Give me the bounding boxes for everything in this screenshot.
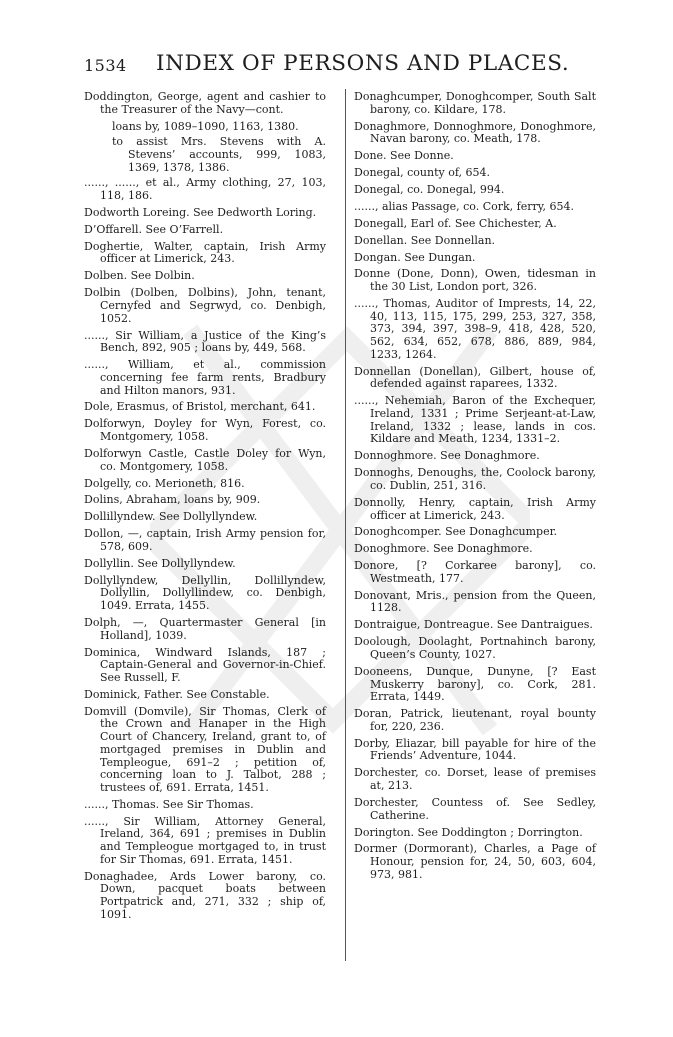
page-header: [84, 48, 584, 78]
index-entry: Done. See Donne.: [354, 149, 454, 163]
index-entry: ......, Thomas, Auditor of Imprests, 14, 22, 40, 113, 115, 175, 299, 253, 327, 358, 373, 394, 397, 398–9, 418, 428, 520, 562, 634, 652, 678, 886, 889, 984, 1233, 1264.: [354, 297, 596, 361]
index-entry: Dolforwyn, Doyley for Wyn, Forest, co. Montgomery, 1058.: [84, 417, 326, 444]
page-title: INDEX OF PERSONS AND PLACES.: [156, 51, 570, 76]
index-entry: Dolph, —, Quartermaster General [in Holland], 1039.: [84, 615, 326, 642]
index-entry: Dole, Erasmus, of Bristol, merchant, 641.: [84, 400, 316, 414]
index-entry: Donaghadee, Ards Lower barony, co. Down, pacquet boats between Portpatrick and, 271, 332 ; ship of, 1091.: [84, 869, 326, 921]
index-entry: Doolough, Doolaght, Portnahinch barony, Queen’s County, 1027.: [354, 635, 596, 661]
page-number: 1534: [84, 56, 127, 75]
index-entry: Domvill (Domvile), Sir Thomas, Clerk of the Crown and Hanaper in the High Court of Chancery, Ireland, grant to, of mortgaged premises in Dublin and Templeogue, 691–2 ; petition of, concerning loan to J. Talbot, 288 ; trustees of, 691. Errata, 1451.: [84, 704, 326, 794]
index-entry: Dodworth Loreing. See Dedworth Loring.: [84, 206, 317, 219]
index-entry: Donne (Done, Donn), Owen, tidesman in the 30 List, London port, 326.: [354, 267, 596, 294]
index-entry: Dollon, —, captain, Irish Army pension for, 578, 609.: [84, 527, 326, 553]
index-entry: Dorington. See Doddington ; Dorrington.: [354, 825, 583, 839]
index-entry: Dorchester, co. Dorset, lease of premises at, 213.: [354, 766, 596, 793]
index-entry: Donegal, county of, 654.: [354, 166, 491, 180]
index-entry: ......, Sir William, Attorney General, Ireland, 364, 691 ; premises in Dublin and Templeogue mortgaged to, in trust for Sir Thomas, 691. Errata, 1451.: [84, 814, 326, 866]
left-column: [84, 91, 326, 926]
index-entry: ......, Nehemiah, Baron of the Exchequer, Ireland, 1331 ; Prime Serjeant-at-Law, Ireland, 1332 ; lease, lands in cos. Kildare and Meath, 1234, 1331–2.: [354, 394, 596, 446]
index-entry: Dollyllin. See Dollyllyndew.: [84, 556, 236, 570]
index-entry: Donellan. See Donnellan.: [354, 233, 496, 247]
index-entry: Dolbin (Dolben, Dolbins), John, tenant, Cernyfed and Segrwyd, co. Denbigh, 1052.: [84, 286, 326, 325]
index-entry: D’Offarell. See O’Farrell.: [84, 222, 224, 236]
index-entry: Dollyllyndew, Dellyllin, Dollillyndew, Dollyllin, Dollyllindew, co. Denbigh, 1049. Errata, 1455.: [84, 573, 326, 613]
index-entry: Doghertie, Walter, captain, Irish Army officer at Limerick, 243.: [84, 239, 326, 266]
index-entry: Donegal, co. Donegal, 994.: [354, 182, 505, 196]
index-entry: Donoghcomper. See Donaghcumper.: [354, 525, 558, 539]
index-entry: ......, alias Passage, co. Cork, ferry, 654.: [354, 199, 574, 213]
index-entry: Dongan. See Dungan.: [354, 250, 476, 264]
index-entry: Dolforwyn Castle, Castle Doley for Wyn, co. Montgomery, 1058.: [84, 446, 326, 473]
index-entry: Donovant, Mris., pension from the Queen, 1128.: [354, 588, 596, 615]
index-entry: Dollillyndew. See Dollyllyndew.: [84, 510, 258, 524]
index-entry: Dontraigue, Dontreague. See Dantraigues.: [354, 618, 593, 632]
index-entry: Donaghmore, Donnoghmore, Donoghmore, Navan barony, co. Meath, 178.: [354, 119, 596, 146]
index-entry: ......, ......, et al., Army clothing, 27, 103, 118, 186.: [84, 176, 326, 203]
index-entry: Dooneens, Dunque, Dunyne, [? East Muskerry barony], co. Cork, 281. Errata, 1449.: [354, 664, 596, 704]
index-entry: ......, Sir William, a Justice of the King’s Bench, 892, 905 ; loans by, 449, 568.: [84, 328, 326, 355]
index-entry: Doran, Patrick, lieutenant, royal bounty for, 220, 236.: [354, 707, 596, 733]
right-column: [354, 91, 596, 886]
index-subentry: to assist Mrs. Stevens with A. Stevens’ accounts, 999, 1083, 1369, 1378, 1386.: [112, 135, 326, 174]
index-entry: Dolben. See Dolbin.: [84, 269, 195, 283]
index-entry: Donnolly, Henry, captain, Irish Army officer at Limerick, 243.: [354, 495, 596, 522]
index-subentry: loans by, 1089–1090, 1163, 1380.: [112, 119, 299, 133]
index-entry: Donaghcumper, Donoghcomper, South Salt barony, co. Kildare, 178.: [354, 90, 596, 116]
index-entry: Dormer (Dormorant), Charles, a Page of Honour, pension for, 24, 50, 603, 604, 973, 981.: [354, 842, 596, 881]
index-entry: Dolins, Abraham, loans by, 909.: [84, 493, 261, 507]
index-entry: Dominica, Windward Islands, 187 ; Captain-General and Governor-in-Chief. See Russell, F.: [84, 645, 326, 684]
index-entry: Donoghmore. See Donaghmore.: [354, 542, 533, 556]
index-entry: Donnoghmore. See Donaghmore.: [354, 449, 540, 463]
column-divider: [345, 89, 346, 961]
index-entry: Dolgelly, co. Merioneth, 816.: [84, 476, 245, 490]
index-entry: ......, Thomas. See Sir Thomas.: [84, 797, 254, 811]
index-entry: ......, William, et al., commission concerning fee farm rents, Bradbury and Hilton manors, 931.: [84, 358, 326, 397]
index-entry: Doddington, George, agent and cashier to the Treasurer of the Navy—cont.: [84, 90, 326, 116]
index-entry: Donnoghs, Denoughs, the, Coolock barony, co. Dublin, 251, 316.: [354, 466, 596, 492]
index-entry: Donnellan (Donellan), Gilbert, house of, defended against raparees, 1332.: [354, 364, 596, 391]
index-entry: Dorchester, Countess of. See Sedley, Catherine.: [354, 795, 596, 822]
index-entry: Donegall, Earl of. See Chichester, A.: [354, 216, 557, 230]
index-entry: Dorby, Eliazar, bill payable for hire of the Friends’ Adventure, 1044.: [354, 736, 596, 763]
index-entry: Dominick, Father. See Constable.: [84, 687, 270, 701]
index-entry: Donore, [? Corkaree barony], co. Westmeath, 177.: [354, 559, 596, 585]
